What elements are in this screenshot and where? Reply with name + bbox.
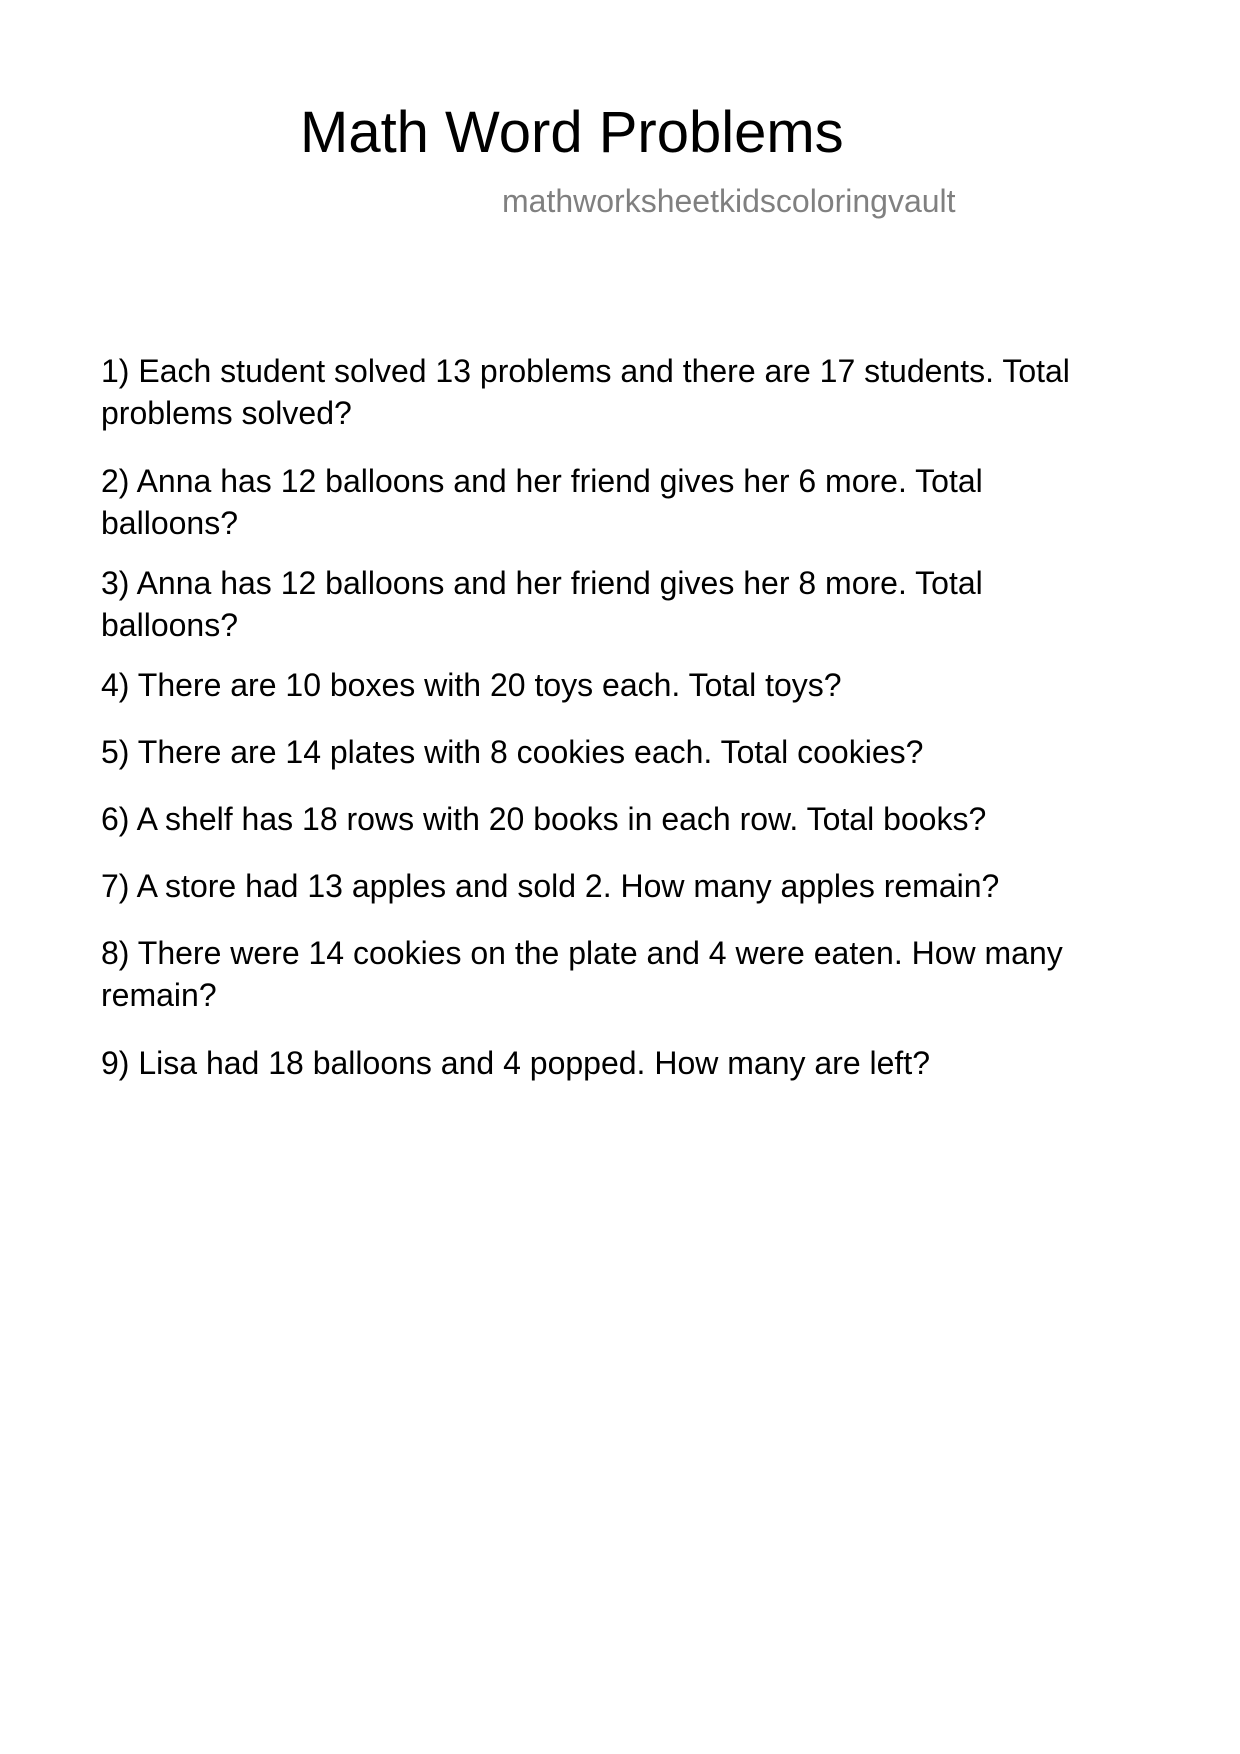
page-title: Math Word Problems xyxy=(300,100,844,165)
problem-item-8: 8) There were 14 cookies on the plate and 4 were eaten. How many remain? xyxy=(101,935,1063,1013)
problem-item-7: 7) A store had 13 apples and sold 2. How many apples remain? xyxy=(101,868,1000,904)
problem-item-6: 6) A shelf has 18 rows with 20 books in each row. Total books? xyxy=(101,801,987,837)
problem-item-2: 2) Anna has 12 balloons and her friend gives her 6 more. Total balloons? xyxy=(101,463,983,541)
problem-item-4: 4) There are 10 boxes with 20 toys each. Total toys? xyxy=(101,667,842,703)
problem-item-3: 3) Anna has 12 balloons and her friend gives her 8 more. Total balloons? xyxy=(101,565,983,643)
problem-item-1: 1) Each student solved 13 problems and there are 17 students. Total problems solved? xyxy=(101,353,1070,431)
problem-item-5: 5) There are 14 plates with 8 cookies each. Total cookies? xyxy=(101,734,924,770)
problem-item-9: 9) Lisa had 18 balloons and 4 popped. How many are left? xyxy=(101,1045,930,1081)
page-subtitle: mathworksheetkidscoloringvault xyxy=(502,183,956,219)
